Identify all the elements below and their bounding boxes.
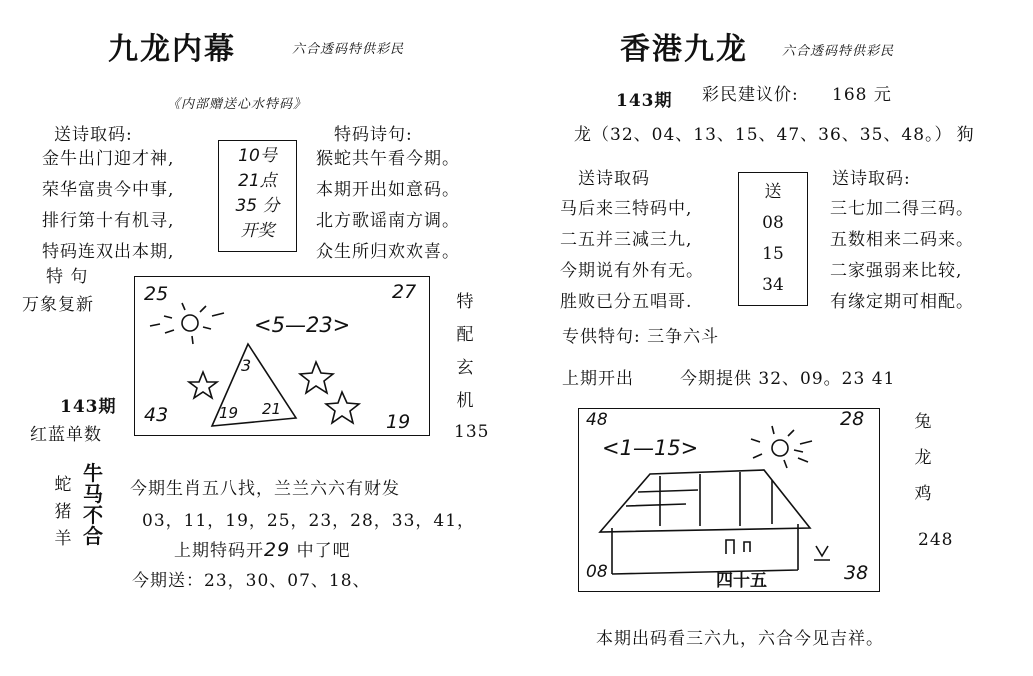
poem-line: 本期开出如意码。 <box>316 180 460 200</box>
draw-time-line: 21点 <box>238 171 277 191</box>
zodiac-char: 猪 <box>54 502 72 522</box>
zodiac-char: 羊 <box>54 529 72 549</box>
vertical-char: 鸡 <box>914 484 932 504</box>
special-phrase-text: 万象复新 <box>22 295 94 315</box>
vertical-char: 机 <box>456 391 474 411</box>
gift-box-line: 34 <box>762 275 784 295</box>
left-subtitle: 六合透码特供彩民 <box>292 42 405 57</box>
poem-line: 五数相来二码来。 <box>830 230 974 250</box>
dragon-label: 龙（ <box>574 125 610 145</box>
right-title: 香港九龙 <box>620 32 748 67</box>
last-period-label: 上期开出 <box>562 369 634 389</box>
house-roof <box>600 470 810 532</box>
triangle-right-number: 21 <box>262 400 282 418</box>
vertical-char: 龙 <box>914 448 932 468</box>
price-label: 彩民建议价: <box>702 85 799 105</box>
zodiac-line-4: 今期送：23，30、07、18、 <box>132 571 371 591</box>
zodiac-char: 蛇 <box>54 475 72 495</box>
poem-line: 马后来三特码中, <box>560 199 693 219</box>
poem-line: 三七加二得三码。 <box>830 199 974 219</box>
zodiac-line-2: 03，11，19，25，23，28，33，41， <box>142 511 476 531</box>
house-text: 四十五 <box>716 571 767 591</box>
left-title: 九龙内幕 <box>108 32 236 67</box>
zodiac-char: 牛 <box>83 461 103 485</box>
right-subtitle: 六合透码特供彩民 <box>782 44 895 59</box>
gift-box-line: 15 <box>762 244 784 264</box>
vertical-char: 玄 <box>456 358 474 378</box>
drawing-number-tr: 28 <box>840 408 865 430</box>
poem-line: 二家强弱来比较, <box>830 261 963 281</box>
line3-text: 中了吧 <box>296 541 351 561</box>
dog-label: 狗 <box>956 125 975 145</box>
drawing-number-tl: 48 <box>586 410 608 430</box>
right-poem2-heading: 送诗取码: <box>832 169 911 189</box>
poem-line: 胜败已分五唱哥. <box>560 292 693 312</box>
drawing-range: <1—15> <box>602 436 699 460</box>
line3-text: 上期特码开 <box>174 541 264 561</box>
poem-line: 排行第十有机寻, <box>42 211 175 231</box>
sun-icon <box>772 440 788 456</box>
red-blue-label: 红蓝单数 <box>30 425 102 445</box>
left-gift-note: 《内部赠送心水特码》 <box>167 97 308 112</box>
vertical-char: 兔 <box>914 412 932 432</box>
left-issue: 143期 <box>60 397 117 417</box>
zodiac-line-1: 今期生肖五八找，兰兰六六有财发 <box>130 479 400 499</box>
drawing-number-tl: 25 <box>144 283 169 305</box>
drawing-number-br: 38 <box>844 562 869 584</box>
poem-line: 众生所归欢欢喜。 <box>316 242 460 262</box>
left-side-number: 135 <box>454 422 490 442</box>
poem-line: 有缘定期可相配。 <box>830 292 974 312</box>
poem-line: 北方歌谣南方调。 <box>316 211 460 231</box>
poem-line: 今期说有外有无。 <box>560 261 704 281</box>
gift-box-line: 送 <box>764 182 782 202</box>
draw-time-line: 35 分 <box>235 196 280 216</box>
poem-line: 金牛出门迎才神, <box>42 149 175 169</box>
right-poem-heading: 送诗取码 <box>578 169 650 189</box>
drawing-range: <5—23> <box>254 313 351 337</box>
vertical-char: 特 <box>456 292 474 312</box>
gift-box-line: 08 <box>762 213 784 233</box>
right-side-vertical <box>912 404 934 512</box>
drawing-number-bl: 08 <box>586 562 608 582</box>
zodiac-char: 不 <box>83 503 103 527</box>
drawing-number-br: 19 <box>386 411 411 433</box>
price-value: 168 元 <box>832 85 892 105</box>
draw-time-line: 开奖 <box>240 221 275 241</box>
poem-line: 二五并三减三九, <box>560 230 693 250</box>
triangle-top-number: 3 <box>241 356 252 375</box>
poem-line: 猴蛇共午看今期。 <box>316 149 460 169</box>
zodiac-char: 合 <box>83 524 103 548</box>
provide-numbers: 今期提供 32、09。23 41 <box>680 369 896 389</box>
poem-line: 特码连双出本期, <box>42 242 175 262</box>
right-footer: 本期出码看三六九，六合今见吉祥。 <box>596 629 884 649</box>
triangle-left-number: 19 <box>219 404 239 422</box>
vertical-char: 配 <box>456 325 474 345</box>
drawing-number-tr: 27 <box>392 281 417 303</box>
line3-number: 29 <box>264 539 291 561</box>
zodiac-char: 马 <box>83 482 103 506</box>
right-special-phrase: 专供特句: 三争六斗 <box>562 327 720 347</box>
drawing-number-bl: 43 <box>144 404 169 426</box>
special-phrase-label: 特 句 <box>46 267 89 287</box>
left-special-poem-heading: 特码诗句: <box>334 125 413 145</box>
draw-time-line: 10号 <box>238 146 277 166</box>
left-poem-heading: 送诗取码: <box>54 125 133 145</box>
poem-line: 荣华富贵今中事, <box>42 180 175 200</box>
dragon-numbers: 32、04、13、15、47、36、35、48。） <box>610 125 953 145</box>
right-issue: 143期 <box>616 91 673 111</box>
right-side-number: 248 <box>918 530 954 550</box>
